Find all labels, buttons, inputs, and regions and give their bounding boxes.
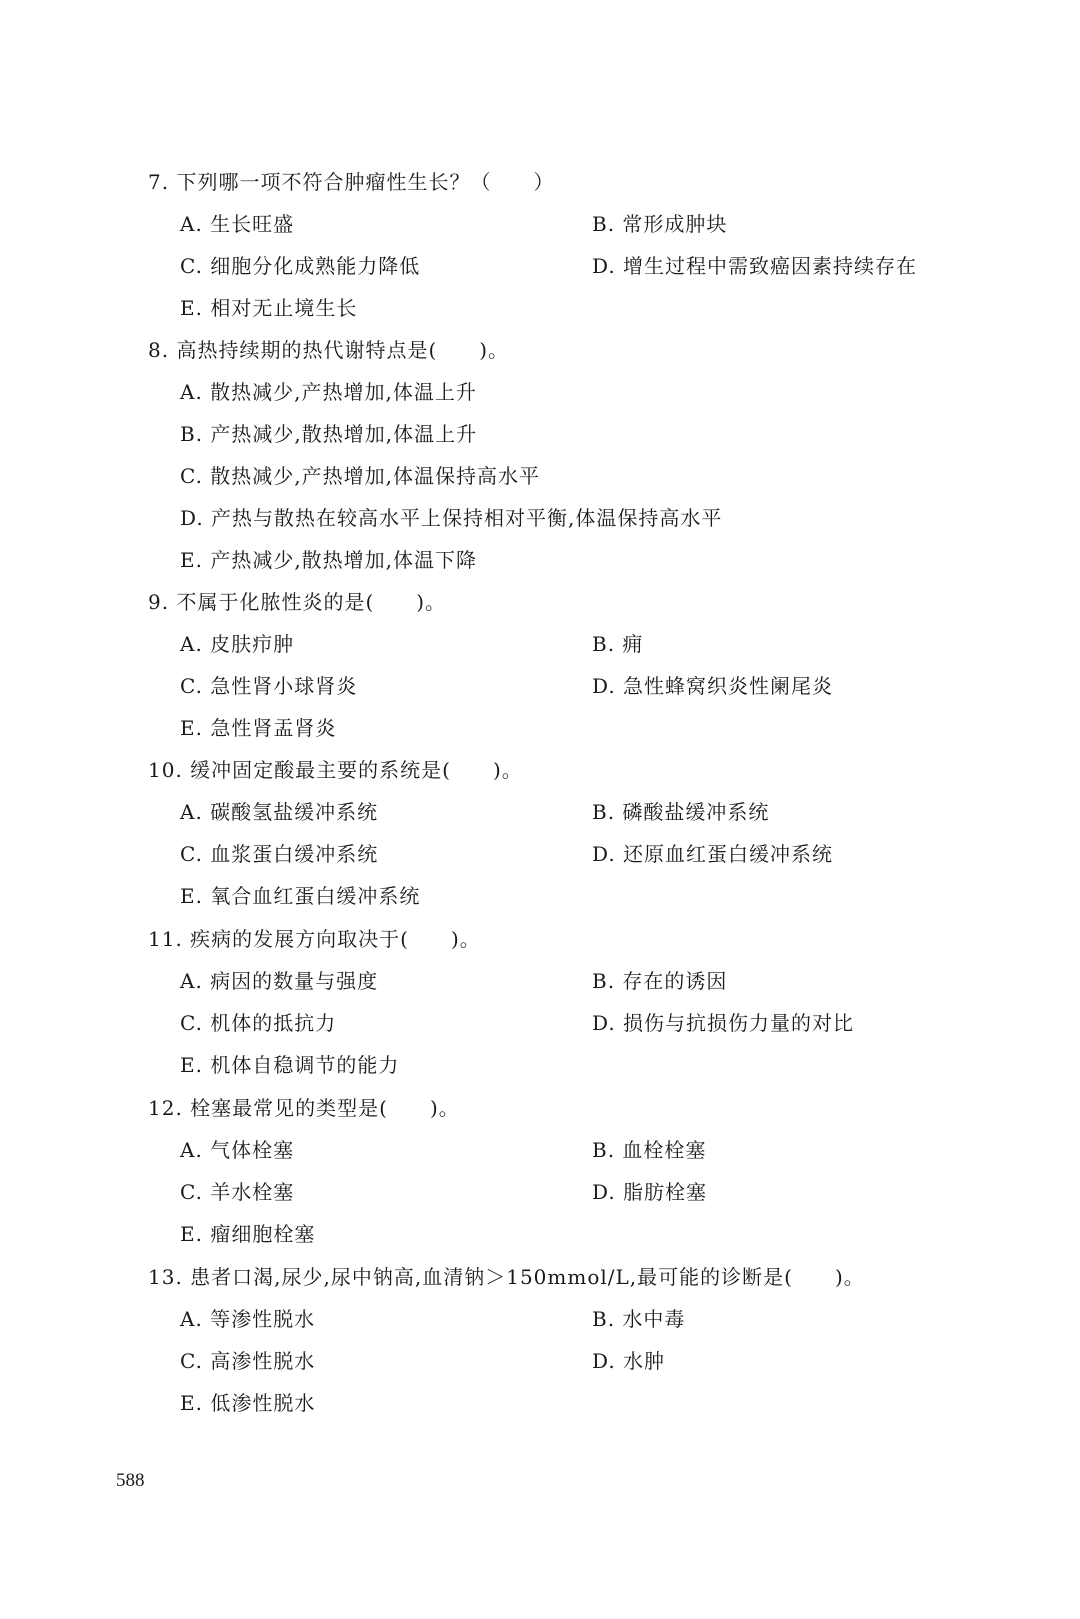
question-8-option-b: B. 产热减少,散热增加,体温上升 (180, 422, 478, 446)
question-7-option-e: E. 相对无止境生长 (180, 296, 358, 320)
question-12-option-c: C. 羊水栓塞 (180, 1180, 295, 1204)
question-7-option-d: D. 增生过程中需致癌因素持续存在 (592, 254, 918, 278)
question-11-stem: 11. 疾病的发展方向取决于( )。 (148, 927, 481, 951)
question-11-option-a: A. 病因的数量与强度 (180, 969, 379, 993)
question-9-option-b: B. 痈 (592, 632, 644, 656)
question-7-option-c: C. 细胞分化成熟能力降低 (180, 254, 421, 278)
question-9-option-d: D. 急性蜂窝织炎性阑尾炎 (592, 674, 834, 698)
question-7-option-b: B. 常形成肿块 (592, 212, 728, 236)
question-10-option-c: C. 血浆蛋白缓冲系统 (180, 842, 379, 866)
question-11-option-d: D. 损伤与抗损伤力量的对比 (592, 1011, 855, 1035)
question-10-option-b: B. 磷酸盐缓冲系统 (592, 800, 770, 824)
question-9-option-a: A. 皮肤疖肿 (180, 632, 295, 656)
page-number: 588 (116, 1470, 145, 1491)
question-8-stem: 8. 高热持续期的热代谢特点是( )。 (148, 338, 510, 362)
question-13-option-e: E. 低渗性脱水 (180, 1391, 316, 1415)
question-13-option-b: B. 水中毒 (592, 1307, 686, 1331)
question-11-option-b: B. 存在的诱因 (592, 969, 728, 993)
question-10-option-e: E. 氧合血红蛋白缓冲系统 (180, 884, 421, 908)
question-7-stem: 7. 下列哪一项不符合肿瘤性生长？（ ） (148, 170, 555, 194)
question-11-option-c: C. 机体的抵抗力 (180, 1011, 337, 1035)
question-7-option-a: A. 生长旺盛 (180, 212, 295, 236)
question-10-option-d: D. 还原血红蛋白缓冲系统 (592, 842, 834, 866)
question-9-stem: 9. 不属于化脓性炎的是( )。 (148, 590, 447, 614)
question-8-option-d: D. 产热与散热在较高水平上保持相对平衡,体温保持高水平 (180, 506, 723, 530)
question-10-stem: 10. 缓冲固定酸最主要的系统是( )。 (148, 758, 523, 782)
question-9-option-c: C. 急性肾小球肾炎 (180, 674, 358, 698)
question-10-option-a: A. 碳酸氢盐缓冲系统 (180, 800, 379, 824)
question-12-option-b: B. 血栓栓塞 (592, 1138, 707, 1162)
question-12-stem: 12. 栓塞最常见的类型是( )。 (148, 1096, 460, 1120)
question-13-option-d: D. 水肿 (592, 1349, 666, 1373)
question-8-option-c: C. 散热减少,产热增加,体温保持高水平 (180, 464, 541, 488)
question-11-option-e: E. 机体自稳调节的能力 (180, 1053, 400, 1077)
question-12-option-e: E. 瘤细胞栓塞 (180, 1222, 316, 1246)
question-8-option-e: E. 产热减少,散热增加,体温下降 (180, 548, 478, 572)
question-8-option-a: A. 散热减少,产热增加,体温上升 (180, 380, 477, 404)
question-13-stem: 13. 患者口渴,尿少,尿中钠高,血清钠＞150mmol/L,最可能的诊断是( )。 (148, 1265, 865, 1289)
question-12-option-d: D. 脂肪栓塞 (592, 1180, 708, 1204)
question-13-option-c: C. 高渗性脱水 (180, 1349, 316, 1373)
question-13-option-a: A. 等渗性脱水 (180, 1307, 316, 1331)
question-9-option-e: E. 急性肾盂肾炎 (180, 716, 337, 740)
question-12-option-a: A. 气体栓塞 (180, 1138, 295, 1162)
